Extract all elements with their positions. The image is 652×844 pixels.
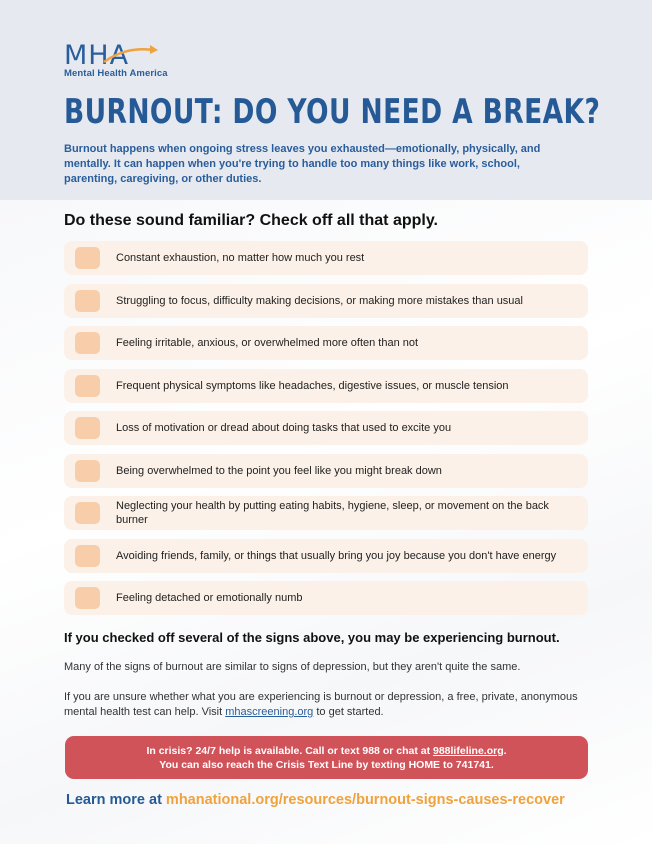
checklist-item-label: Feeling irritable, anxious, or overwhelmed more often than not (116, 337, 419, 349)
mha-logo (64, 40, 174, 82)
crisis-line-1-text: In crisis? 24/7 help is available. Call or text 988 or chat at (146, 744, 433, 757)
checklist-item-label: Feeling detached or emotionally numb (116, 592, 303, 604)
crisis-line-1-end: . (503, 744, 507, 757)
checklist-item[interactable] (64, 496, 588, 530)
checklist-item-label: Constant exhaustion, no matter how much you rest (116, 252, 365, 264)
checklist-item[interactable] (64, 539, 588, 573)
learn-more-link[interactable]: mhanational.org/resources/burnout-signs-causes-recover (165, 792, 565, 808)
mhascreening-link[interactable]: mhascreening.org (225, 706, 314, 718)
checklist-item-label: Frequent physical symptoms like headaches, digestive issues, or muscle tension (116, 379, 509, 392)
page-title: BURNOUT: DO YOU NEED A BREAK? (64, 92, 601, 132)
checklist-heading: Do these sound familiar? Check off all that apply. (64, 212, 438, 229)
learn-more-label: Learn more at (66, 792, 166, 808)
checkbox[interactable] (75, 417, 100, 439)
logo-text: MHA (64, 40, 130, 68)
checkbox[interactable] (75, 332, 100, 354)
checklist-item-label: Avoiding friends, family, or things that usually bring you joy because you don't have energy (116, 549, 557, 562)
conclusion-text: If you checked off several of the signs above, you may be experiencing burnout. (64, 630, 560, 645)
crisis-banner (65, 736, 588, 779)
checklist-item[interactable] (64, 581, 588, 615)
learn-more (66, 792, 565, 808)
checkbox[interactable] (75, 460, 100, 482)
checklist-item[interactable] (64, 369, 588, 403)
crisis-line-2: You can also reach the Crisis Text Line by texting HOME to 741741. (159, 758, 494, 771)
checklist-item[interactable] (64, 241, 588, 275)
checklist-item-label: Neglecting your health by putting eating habits, hygiene, sleep, or movement on the back burner (116, 500, 549, 526)
depression-note: Many of the signs of burnout are similar to signs of depression, but they aren't quite the same. (64, 661, 521, 673)
checklist-item[interactable] (64, 326, 588, 360)
checkbox[interactable] (75, 545, 100, 567)
screening-paragraph (64, 690, 584, 720)
checkbox[interactable] (75, 502, 100, 524)
checkbox[interactable] (75, 375, 100, 397)
screening-text-before: If you are unsure whether what you are experiencing is burnout or depression, a free, private, anonymous mental health test can help. Visit (64, 691, 578, 718)
checkbox[interactable] (75, 587, 100, 609)
screening-text-after: to get started. (313, 706, 384, 718)
intro-text: Burnout happens when ongoing stress leaves you exhausted—emotionally, physically, and mentally. It can happen when you're trying to handle too many things like work, school, parenting, caregiving, or other duties. (64, 143, 541, 185)
checklist-item[interactable] (64, 284, 588, 318)
checklist-item[interactable] (64, 454, 588, 488)
symptom-checklist (64, 241, 588, 624)
checklist-item-label: Loss of motivation or dread about doing tasks that used to excite you (116, 422, 452, 434)
checklist-item[interactable] (64, 411, 588, 445)
lifeline-link[interactable]: 988lifeline.org (433, 744, 504, 757)
checklist-item-label: Struggling to focus, difficulty making decisions, or making more mistakes than usual (116, 294, 523, 307)
checkbox[interactable] (75, 290, 100, 312)
checkbox[interactable] (75, 247, 100, 269)
mha-logo-mark (64, 40, 168, 68)
checklist-item-label: Being overwhelmed to the point you feel like you might break down (116, 464, 442, 477)
logo-subtitle: Mental Health America (64, 68, 168, 79)
crisis-line-1 (146, 744, 506, 758)
